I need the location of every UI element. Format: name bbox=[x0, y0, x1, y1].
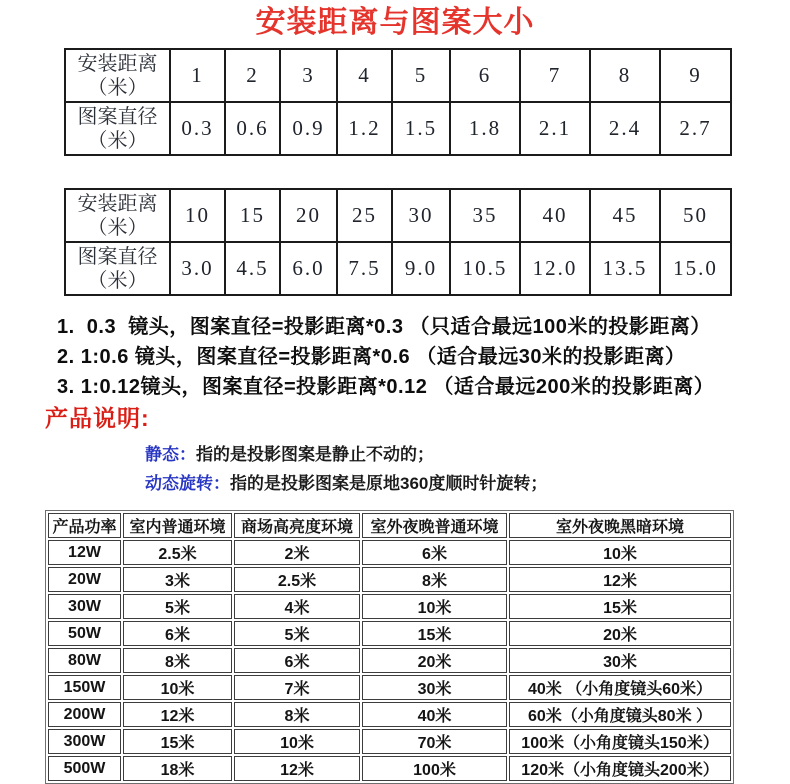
table-cell: 40米 （小角度镜头60米） bbox=[509, 675, 731, 700]
table-row bbox=[65, 242, 731, 295]
table-cell: 0.3 bbox=[170, 102, 225, 155]
table-cell: 8米 bbox=[123, 648, 232, 673]
table-cell: 40米 bbox=[362, 702, 507, 727]
lens-notes bbox=[57, 312, 790, 402]
table-cell: 30米 bbox=[362, 675, 507, 700]
table-row bbox=[65, 102, 731, 155]
table-cell: 4.5 bbox=[225, 242, 280, 295]
static-mode-text: 指的是投影图案是静止不动的； bbox=[196, 445, 434, 464]
table-row bbox=[48, 540, 731, 565]
table-row bbox=[48, 702, 731, 727]
lens-note-2: 2. 1:0.6 镜头，图案直径=投影距离*0.6 （适合最远30米的投影距离） bbox=[57, 346, 686, 368]
table-cell: 10米 bbox=[509, 540, 731, 565]
table-cell: 15米 bbox=[509, 594, 731, 619]
table-cell: 7 bbox=[520, 49, 590, 102]
table-cell: 8米 bbox=[234, 702, 360, 727]
row-header-line2: （米） bbox=[87, 269, 148, 292]
table-cell: 7米 bbox=[234, 675, 360, 700]
table-cell: 20米 bbox=[509, 621, 731, 646]
table-cell: 10 bbox=[170, 189, 225, 242]
table-cell: 8 bbox=[590, 49, 660, 102]
table-cell: 1.5 bbox=[392, 102, 450, 155]
table-cell: 2米 bbox=[234, 540, 360, 565]
table-cell: 40 bbox=[520, 189, 590, 242]
table-cell: 30 bbox=[392, 189, 450, 242]
row-header-line1: 安装距离 bbox=[77, 192, 158, 215]
dynamic-mode-definition bbox=[145, 469, 790, 498]
table-cell: 8米 bbox=[362, 567, 507, 592]
install-distance-table-2 bbox=[64, 188, 732, 296]
table-row bbox=[65, 189, 731, 242]
table-cell: 12米 bbox=[123, 702, 232, 727]
table-cell: 3.0 bbox=[170, 242, 225, 295]
lens-note-3: 3. 1:0.12镜头，图案直径=投影距离*0.12 （适合最远200米的投影距离） bbox=[57, 376, 715, 398]
table-cell: 50W bbox=[48, 621, 121, 646]
table-cell: 6.0 bbox=[280, 242, 337, 295]
row-header-line2: （米） bbox=[87, 216, 148, 239]
row-header-line2: （米） bbox=[87, 129, 148, 152]
table-cell: 4米 bbox=[234, 594, 360, 619]
table-cell: 45 bbox=[590, 189, 660, 242]
table-row bbox=[48, 648, 731, 673]
static-mode-definition bbox=[145, 440, 790, 469]
table-cell: 6 bbox=[450, 49, 520, 102]
table-row bbox=[48, 675, 731, 700]
table-cell: 13.5 bbox=[590, 242, 660, 295]
dynamic-mode-text: 指的是投影图案是原地360度顺时针旋转； bbox=[230, 474, 548, 493]
table-cell: 50 bbox=[660, 189, 731, 242]
row-header-cell bbox=[65, 102, 170, 155]
table-cell: 20米 bbox=[362, 648, 507, 673]
table-cell: 0.9 bbox=[280, 102, 337, 155]
table-cell: 0.6 bbox=[225, 102, 280, 155]
table-cell: 25 bbox=[337, 189, 392, 242]
table-cell: 100米（小角度镜头150米） bbox=[509, 729, 731, 754]
dynamic-mode-term: 动态旋转： bbox=[145, 474, 230, 493]
table-cell: 20 bbox=[280, 189, 337, 242]
power-environment-table bbox=[45, 510, 734, 784]
table-cell: 15 bbox=[225, 189, 280, 242]
table-cell: 15米 bbox=[123, 729, 232, 754]
table-cell: 10.5 bbox=[450, 242, 520, 295]
table-cell: 70米 bbox=[362, 729, 507, 754]
table-row bbox=[48, 729, 731, 754]
table-cell: 300W bbox=[48, 729, 121, 754]
table-cell: 1 bbox=[170, 49, 225, 102]
table-cell: 10米 bbox=[234, 729, 360, 754]
table-row bbox=[48, 621, 731, 646]
table-cell: 5米 bbox=[234, 621, 360, 646]
table-row bbox=[48, 567, 731, 592]
table-cell: 2.1 bbox=[520, 102, 590, 155]
table-cell: 2 bbox=[225, 49, 280, 102]
table-cell: 12W bbox=[48, 540, 121, 565]
table-cell: 120米（小角度镜头200米） bbox=[509, 756, 731, 781]
row-header-line1: 图案直径 bbox=[77, 105, 158, 128]
table-cell: 2.5米 bbox=[123, 540, 232, 565]
table-cell: 9 bbox=[660, 49, 731, 102]
column-header: 室外夜晚黑暗环境 bbox=[509, 513, 731, 538]
mode-definitions bbox=[145, 440, 790, 498]
table-cell: 200W bbox=[48, 702, 121, 727]
table-cell: 12.0 bbox=[520, 242, 590, 295]
page-title: 安装距离与图案大小 bbox=[255, 6, 535, 39]
table-cell: 30米 bbox=[509, 648, 731, 673]
row-header-cell bbox=[65, 189, 170, 242]
table-cell: 3米 bbox=[123, 567, 232, 592]
table-cell: 9.0 bbox=[392, 242, 450, 295]
table-cell: 500W bbox=[48, 756, 121, 781]
column-header: 商场高亮度环境 bbox=[234, 513, 360, 538]
table-row bbox=[65, 49, 731, 102]
table-cell: 18米 bbox=[123, 756, 232, 781]
table-cell: 2.5米 bbox=[234, 567, 360, 592]
table-cell: 10米 bbox=[362, 594, 507, 619]
column-header: 室内普通环境 bbox=[123, 513, 232, 538]
row-header-line2: （米） bbox=[87, 76, 148, 99]
table-cell: 6米 bbox=[362, 540, 507, 565]
product-spec-page bbox=[0, 6, 790, 779]
column-header: 室外夜晚普通环境 bbox=[362, 513, 507, 538]
row-header-cell bbox=[65, 242, 170, 295]
row-header-line1: 图案直径 bbox=[77, 245, 158, 268]
lens-note-1: 1. 0.3 镜头，图案直径=投影距离*0.3 （只适合最远100米的投影距离） bbox=[57, 316, 711, 338]
table-cell: 20W bbox=[48, 567, 121, 592]
table-header-row bbox=[48, 513, 731, 538]
table-cell: 35 bbox=[450, 189, 520, 242]
table-cell: 6米 bbox=[234, 648, 360, 673]
table-cell: 4 bbox=[337, 49, 392, 102]
table-cell: 15米 bbox=[362, 621, 507, 646]
static-mode-term: 静态： bbox=[145, 445, 196, 464]
table-cell: 150W bbox=[48, 675, 121, 700]
table-cell: 10米 bbox=[123, 675, 232, 700]
install-distance-table-1 bbox=[64, 48, 732, 156]
table-cell: 15.0 bbox=[660, 242, 731, 295]
table-cell: 1.8 bbox=[450, 102, 520, 155]
table-cell: 80W bbox=[48, 648, 121, 673]
product-description-heading: 产品说明: bbox=[45, 405, 150, 431]
table-cell: 2.4 bbox=[590, 102, 660, 155]
table-cell: 7.5 bbox=[337, 242, 392, 295]
table-cell: 60米（小角度镜头80米 ） bbox=[509, 702, 731, 727]
row-header-cell bbox=[65, 49, 170, 102]
column-header: 产品功率 bbox=[48, 513, 121, 538]
table-cell: 6米 bbox=[123, 621, 232, 646]
table-cell: 12米 bbox=[509, 567, 731, 592]
table-cell: 30W bbox=[48, 594, 121, 619]
table-cell: 100米 bbox=[362, 756, 507, 781]
table-cell: 5米 bbox=[123, 594, 232, 619]
table-cell: 3 bbox=[280, 49, 337, 102]
table-cell: 2.7 bbox=[660, 102, 731, 155]
table-cell: 12米 bbox=[234, 756, 360, 781]
row-header-line1: 安装距离 bbox=[77, 52, 158, 75]
table-row bbox=[48, 756, 731, 781]
table-cell: 1.2 bbox=[337, 102, 392, 155]
table-row bbox=[48, 594, 731, 619]
table-cell: 5 bbox=[392, 49, 450, 102]
